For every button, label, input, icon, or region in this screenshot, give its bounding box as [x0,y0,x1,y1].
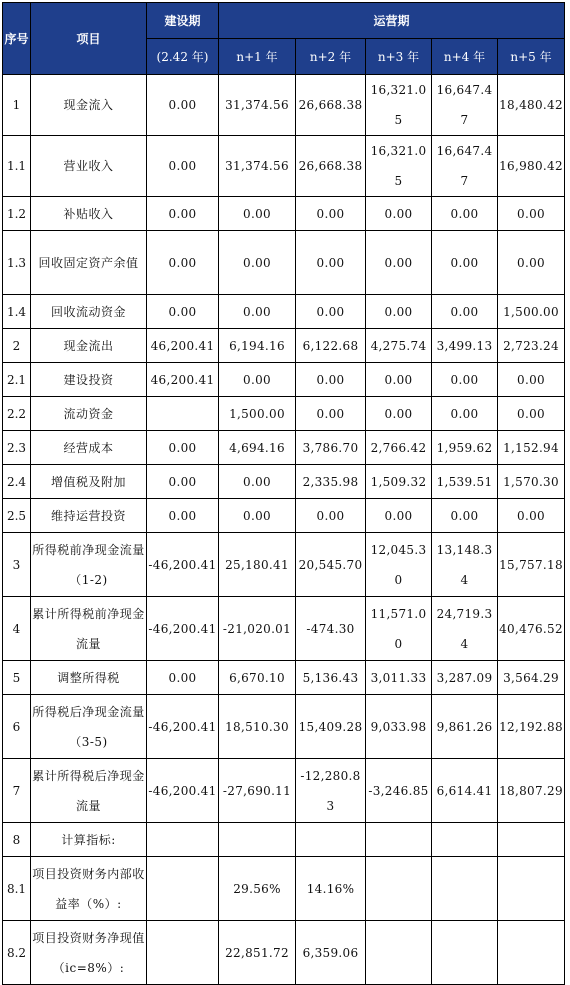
row-year-1-value: 0.00 [219,197,296,231]
row-seq: 8 [3,823,31,857]
table-row [3,136,565,197]
row-construction-value [147,397,219,431]
row-year-5-value: 3,564.29 [498,661,565,695]
header-year-2: n+2 年 [296,39,366,75]
row-year-4-value: 16,647.47 [432,136,498,197]
row-seq: 8.1 [3,857,31,921]
row-construction-value: -46,200.41 [147,695,219,759]
row-construction-value: 0.00 [147,465,219,499]
row-item: 项目投资财务内部收益率（%）: [31,857,147,921]
row-item: 累计所得税前净现金流量 [31,597,147,661]
row-seq: 2.3 [3,431,31,465]
table-row [3,397,565,431]
row-year-3-value: 16,321.05 [366,136,432,197]
row-year-1-value: 0.00 [219,499,296,533]
row-year-2-value: 0.00 [296,363,366,397]
row-year-4-value: 1,959.62 [432,431,498,465]
row-year-2-value: 0.00 [296,197,366,231]
row-year-5-value: 16,980.42 [498,136,565,197]
row-construction-value [147,823,219,857]
row-year-2-value: 5,136.43 [296,661,366,695]
row-year-3-value: 9,033.98 [366,695,432,759]
row-construction-value: 0.00 [147,295,219,329]
header-construction: 建设期 [147,3,219,39]
table-row [3,533,565,597]
row-year-4-value: 0.00 [432,363,498,397]
row-year-4-value: 0.00 [432,197,498,231]
row-item: 营业收入 [31,136,147,197]
row-year-1-value: 0.00 [219,363,296,397]
row-year-1-value: 18,510.30 [219,695,296,759]
table-row [3,231,565,295]
row-year-1-value: 25,180.41 [219,533,296,597]
header-year-1: n+1 年 [219,39,296,75]
row-year-3-value: 0.00 [366,295,432,329]
row-item: 建设投资 [31,363,147,397]
row-year-2-value: 26,668.38 [296,136,366,197]
row-item: 调整所得税 [31,661,147,695]
row-year-4-value: 0.00 [432,397,498,431]
row-year-1-value [219,823,296,857]
row-year-5-value: 2,723.24 [498,329,565,363]
row-year-5-value: 1,500.00 [498,295,565,329]
row-year-4-value: 0.00 [432,499,498,533]
row-item: 经营成本 [31,431,147,465]
row-year-2-value: 26,668.38 [296,75,366,136]
row-year-1-value: 4,694.16 [219,431,296,465]
row-seq: 2.4 [3,465,31,499]
header-seq: 序号 [3,3,31,75]
row-item: 计算指标: [31,823,147,857]
row-seq: 3 [3,533,31,597]
table-row [3,759,565,823]
row-year-2-value: 0.00 [296,295,366,329]
row-year-2-value: 6,359.06 [296,921,366,985]
row-year-3-value: 0.00 [366,363,432,397]
row-seq: 1 [3,75,31,136]
row-construction-value: 0.00 [147,75,219,136]
row-seq: 4 [3,597,31,661]
table-row [3,597,565,661]
row-item: 流动资金 [31,397,147,431]
row-item: 现金流出 [31,329,147,363]
row-seq: 1.1 [3,136,31,197]
row-construction-value [147,921,219,985]
row-seq: 7 [3,759,31,823]
cash-flow-table [2,2,565,985]
row-item: 回收固定资产余值 [31,231,147,295]
row-construction-value: 0.00 [147,136,219,197]
row-construction-value: -46,200.41 [147,759,219,823]
row-year-5-value [498,921,565,985]
row-year-1-value: 0.00 [219,231,296,295]
header-year-4: n+4 年 [432,39,498,75]
table-row [3,197,565,231]
row-year-3-value: 0.00 [366,197,432,231]
row-year-2-value: 2,335.98 [296,465,366,499]
row-item: 所得税后净现金流量（3-5) [31,695,147,759]
row-year-1-value: 6,194.16 [219,329,296,363]
row-construction-value: 0.00 [147,499,219,533]
row-year-2-value: 3,786.70 [296,431,366,465]
row-year-1-value: 31,374.56 [219,136,296,197]
row-year-1-value: 6,670.10 [219,661,296,695]
row-year-3-value: 1,509.32 [366,465,432,499]
row-year-2-value: 0.00 [296,397,366,431]
row-year-5-value: 1,570.30 [498,465,565,499]
row-year-5-value: 12,192.88 [498,695,565,759]
table-row [3,363,565,397]
header-operation: 运营期 [219,3,565,39]
row-year-3-value: 4,275.74 [366,329,432,363]
header-year-3: n+3 年 [366,39,432,75]
row-item: 维持运营投资 [31,499,147,533]
row-year-3-value: -3,246.85 [366,759,432,823]
table-row [3,465,565,499]
row-year-5-value: 40,476.52 [498,597,565,661]
row-year-2-value: -12,280.83 [296,759,366,823]
row-construction-value: 0.00 [147,431,219,465]
table-row [3,661,565,695]
table-row [3,75,565,136]
row-item: 现金流入 [31,75,147,136]
row-year-5-value: 15,757.18 [498,533,565,597]
row-year-1-value: 29.56% [219,857,296,921]
row-year-4-value: 13,148.34 [432,533,498,597]
row-construction-value: 46,200.41 [147,363,219,397]
row-year-4-value: 6,614.41 [432,759,498,823]
row-construction-value: 0.00 [147,231,219,295]
header-construction-sub: (2.42 年) [147,39,219,75]
row-year-4-value: 3,287.09 [432,661,498,695]
cash-flow-table-container [2,2,565,985]
row-construction-value: -46,200.41 [147,533,219,597]
row-seq: 2.1 [3,363,31,397]
row-seq: 1.4 [3,295,31,329]
row-construction-value: -46,200.41 [147,597,219,661]
row-item: 增值税及附加 [31,465,147,499]
row-year-4-value: 3,499.13 [432,329,498,363]
row-year-5-value [498,823,565,857]
row-seq: 1.3 [3,231,31,295]
row-year-2-value: 20,545.70 [296,533,366,597]
row-year-2-value: 14.16% [296,857,366,921]
row-year-2-value: 6,122.68 [296,329,366,363]
row-year-1-value: -27,690.11 [219,759,296,823]
row-year-5-value: 18,807.29 [498,759,565,823]
row-seq: 2.5 [3,499,31,533]
row-year-3-value: 11,571.00 [366,597,432,661]
row-year-5-value: 0.00 [498,499,565,533]
row-year-3-value: 16,321.05 [366,75,432,136]
row-construction-value: 0.00 [147,197,219,231]
row-year-4-value: 24,719.34 [432,597,498,661]
row-year-3-value [366,921,432,985]
row-item: 所得税前净现金流量（1-2) [31,533,147,597]
row-year-3-value: 0.00 [366,499,432,533]
table-row [3,431,565,465]
row-year-3-value: 0.00 [366,397,432,431]
row-year-3-value [366,823,432,857]
table-header [3,3,565,75]
row-item: 回收流动资金 [31,295,147,329]
row-construction-value: 46,200.41 [147,329,219,363]
table-row [3,823,565,857]
row-item: 项目投资财务净现值（ic=8%）: [31,921,147,985]
row-year-2-value: 0.00 [296,499,366,533]
row-year-3-value: 2,766.42 [366,431,432,465]
row-construction-value [147,857,219,921]
row-year-4-value: 0.00 [432,295,498,329]
row-seq: 5 [3,661,31,695]
table-body [3,75,565,985]
row-year-4-value: 1,539.51 [432,465,498,499]
table-row [3,329,565,363]
table-row [3,295,565,329]
row-year-5-value: 0.00 [498,397,565,431]
table-row [3,695,565,759]
row-year-1-value: 31,374.56 [219,75,296,136]
row-seq: 2 [3,329,31,363]
header-year-5: n+5 年 [498,39,565,75]
row-year-1-value: 0.00 [219,465,296,499]
row-year-2-value: 15,409.28 [296,695,366,759]
row-year-4-value: 9,861.26 [432,695,498,759]
row-item: 累计所得税后净现金流量 [31,759,147,823]
row-year-2-value [296,823,366,857]
table-row [3,857,565,921]
row-year-1-value: 1,500.00 [219,397,296,431]
header-item: 项目 [31,3,147,75]
row-year-3-value: 3,011.33 [366,661,432,695]
row-year-5-value: 18,480.42 [498,75,565,136]
row-year-5-value: 0.00 [498,197,565,231]
row-year-3-value [366,857,432,921]
row-year-5-value: 0.00 [498,363,565,397]
table-row [3,499,565,533]
row-year-1-value: 0.00 [219,295,296,329]
row-year-5-value [498,857,565,921]
row-year-3-value: 0.00 [366,231,432,295]
row-year-4-value: 0.00 [432,231,498,295]
row-year-4-value [432,823,498,857]
row-year-3-value: 12,045.30 [366,533,432,597]
row-year-4-value: 16,647.47 [432,75,498,136]
row-year-4-value [432,857,498,921]
row-year-2-value: 0.00 [296,231,366,295]
table-row [3,921,565,985]
row-construction-value: 0.00 [147,661,219,695]
row-seq: 6 [3,695,31,759]
row-year-5-value: 1,152.94 [498,431,565,465]
row-seq: 1.2 [3,197,31,231]
row-seq: 2.2 [3,397,31,431]
row-seq: 8.2 [3,921,31,985]
row-year-1-value: -21,020.01 [219,597,296,661]
row-year-2-value: -474.30 [296,597,366,661]
row-year-1-value: 22,851.72 [219,921,296,985]
row-year-4-value [432,921,498,985]
row-year-5-value: 0.00 [498,231,565,295]
row-item: 补贴收入 [31,197,147,231]
